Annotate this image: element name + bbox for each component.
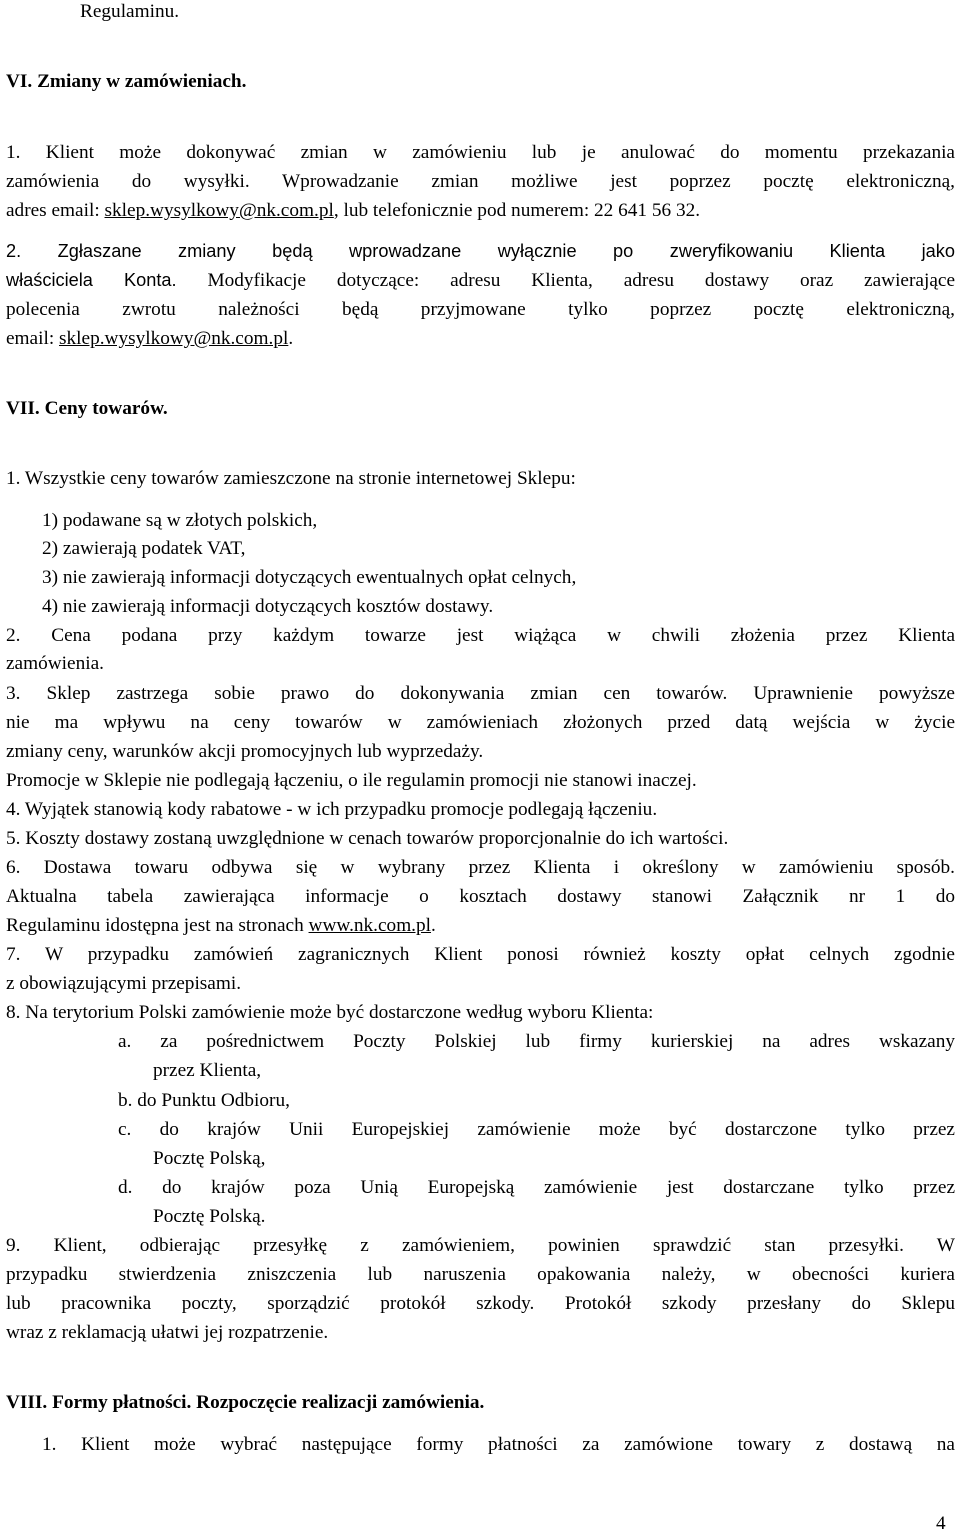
list-item-continuation: Pocztę Polską,	[153, 1148, 266, 1169]
text-fragment: właściciela Konta.	[6, 270, 177, 290]
list-item: c. do krajów Unii Europejskiej zamówienie może być dostarczone tylko przez	[118, 1119, 955, 1140]
list-item: 2) zawierają podatek VAT,	[42, 538, 246, 559]
text-fragment: adres email:	[6, 200, 105, 221]
text-fragment: , lub telefonicznie pod numerem: 22 641 56 32.	[333, 200, 701, 221]
text-line	[6, 914, 955, 938]
text-fragment: .	[431, 915, 436, 936]
text-line: wraz z reklamacją ułatwi jej rozpatrzenie.	[6, 1322, 329, 1343]
text-line: 1. Klient może dokonywać zmian w zamówieniu lub je anulować do momentu przekazania	[6, 142, 955, 163]
text-line: 1. Wszystkie ceny towarów zamieszczone na stronie internetowej Sklepu:	[6, 468, 576, 489]
text-line: polecenia zwrotu należności będą przyjmowane tylko poprzez pocztę elektroniczną,	[6, 299, 955, 320]
text-line: zamówienia do wysyłki. Wprowadzanie zmian możliwe jest poprzez pocztę elektroniczną,	[6, 171, 955, 192]
list-item: d. do krajów poza Unią Europejską zamówienie jest dostarczane tylko przez	[118, 1177, 955, 1198]
website-link[interactable]: www.nk.com.pl	[308, 915, 432, 936]
list-item: a. za pośrednictwem Poczty Polskiej lub firmy kurierskiej na adres wskazany	[118, 1031, 955, 1052]
text-line: Promocje w Sklepie nie podlegają łączeniu, o ile regulamin promocji nie stanowi inaczej.	[6, 770, 697, 791]
text-line: 9. Klient, odbierając przesyłkę z zamówieniem, powinien sprawdzić stan przesyłki. W	[6, 1235, 955, 1256]
text-line: przypadku stwierdzenia zniszczenia lub naruszenia opakowania należy, w obecności kuriera	[6, 1264, 955, 1285]
email-link[interactable]: sklep.wysylkowy@nk.com.pl	[59, 328, 289, 349]
text-line: 7. W przypadku zamówień zagranicznych Klient ponosi również koszty opłat celnych zgodnie	[6, 944, 955, 965]
text-line: Regulaminu.	[80, 1, 180, 22]
text-line: 6. Dostawa towaru odbywa się w wybrany przez Klienta i określony w zamówieniu sposób.	[6, 857, 955, 878]
list-item-continuation: przez Klienta,	[153, 1060, 262, 1081]
list-item: 4) nie zawierają informacji dotyczących kosztów dostawy.	[42, 596, 494, 617]
text-fragment: .	[288, 328, 294, 349]
text-line: zamówienia.	[6, 653, 104, 674]
list-item-continuation: Pocztę Polską.	[153, 1206, 266, 1227]
text-line: 3. Sklep zastrzega sobie prawo do dokonywania zmian cen towarów. Uprawnienie powyższe	[6, 683, 955, 704]
list-item: 1. Klient może wybrać następujące formy płatności za zamówione towary z dostawą na	[42, 1434, 955, 1455]
text-line	[6, 199, 955, 223]
list-item: 3) nie zawierają informacji dotyczących ewentualnych opłat celnych,	[42, 567, 577, 588]
list-item: 1) podawane są w złotych polskich,	[42, 510, 318, 531]
text-line: 4. Wyjątek stanowią kody rabatowe - w ich przypadku promocje podlegają łączeniu.	[6, 799, 658, 820]
section-heading-viii: VIII. Formy płatności. Rozpoczęcie realizacji zamówienia.	[6, 1392, 485, 1413]
text-line: 2. Cena podana przy każdym towarze jest wiążąca w chwili złożenia przez Klienta	[6, 625, 955, 646]
text-line	[6, 327, 955, 351]
text-line: Aktualna tabela zawierająca informacje o kosztach dostawy stanowi Załącznik nr 1 do	[6, 886, 955, 907]
list-item: b. do Punktu Odbioru,	[118, 1090, 290, 1111]
text-fragment: Modyfikacje dotyczące: adresu Klienta, adresu dostawy oraz zawierające	[176, 270, 955, 291]
text-line: lub pracownika poczty, sporządzić protokół szkody. Protokół szkody przesłany do Sklepu	[6, 1293, 955, 1314]
page-number: 4	[936, 1513, 946, 1534]
text-line: zmiany ceny, warunków akcji promocyjnych lub wyprzedaży.	[6, 741, 484, 762]
email-link[interactable]: sklep.wysylkowy@nk.com.pl	[104, 200, 334, 221]
text-line: 2. Zgłaszane zmiany będą wprowadzane wyłącznie po zweryfikowaniu Klienta jako	[6, 241, 955, 261]
text-line: z obowiązującymi przepisami.	[6, 973, 242, 994]
section-heading-vi: VI. Zmiany w zamówieniach.	[6, 71, 247, 92]
text-fragment: Regulaminu idostępna jest na stronach	[6, 915, 309, 936]
text-line: 5. Koszty dostawy zostaną uwzględnione w cenach towarów proporcjonalnie do ich wartości.	[6, 828, 729, 849]
text-line: 8. Na terytorium Polski zamówienie może być dostarczone według wyboru Klienta:	[6, 1002, 654, 1023]
text-line	[6, 268, 955, 292]
text-fragment: email:	[6, 328, 60, 349]
section-heading-vii: VII. Ceny towarów.	[6, 398, 168, 419]
text-line: nie ma wpływu na ceny towarów w zamówieniach złożonych przed datą wejścia w życie	[6, 712, 955, 733]
